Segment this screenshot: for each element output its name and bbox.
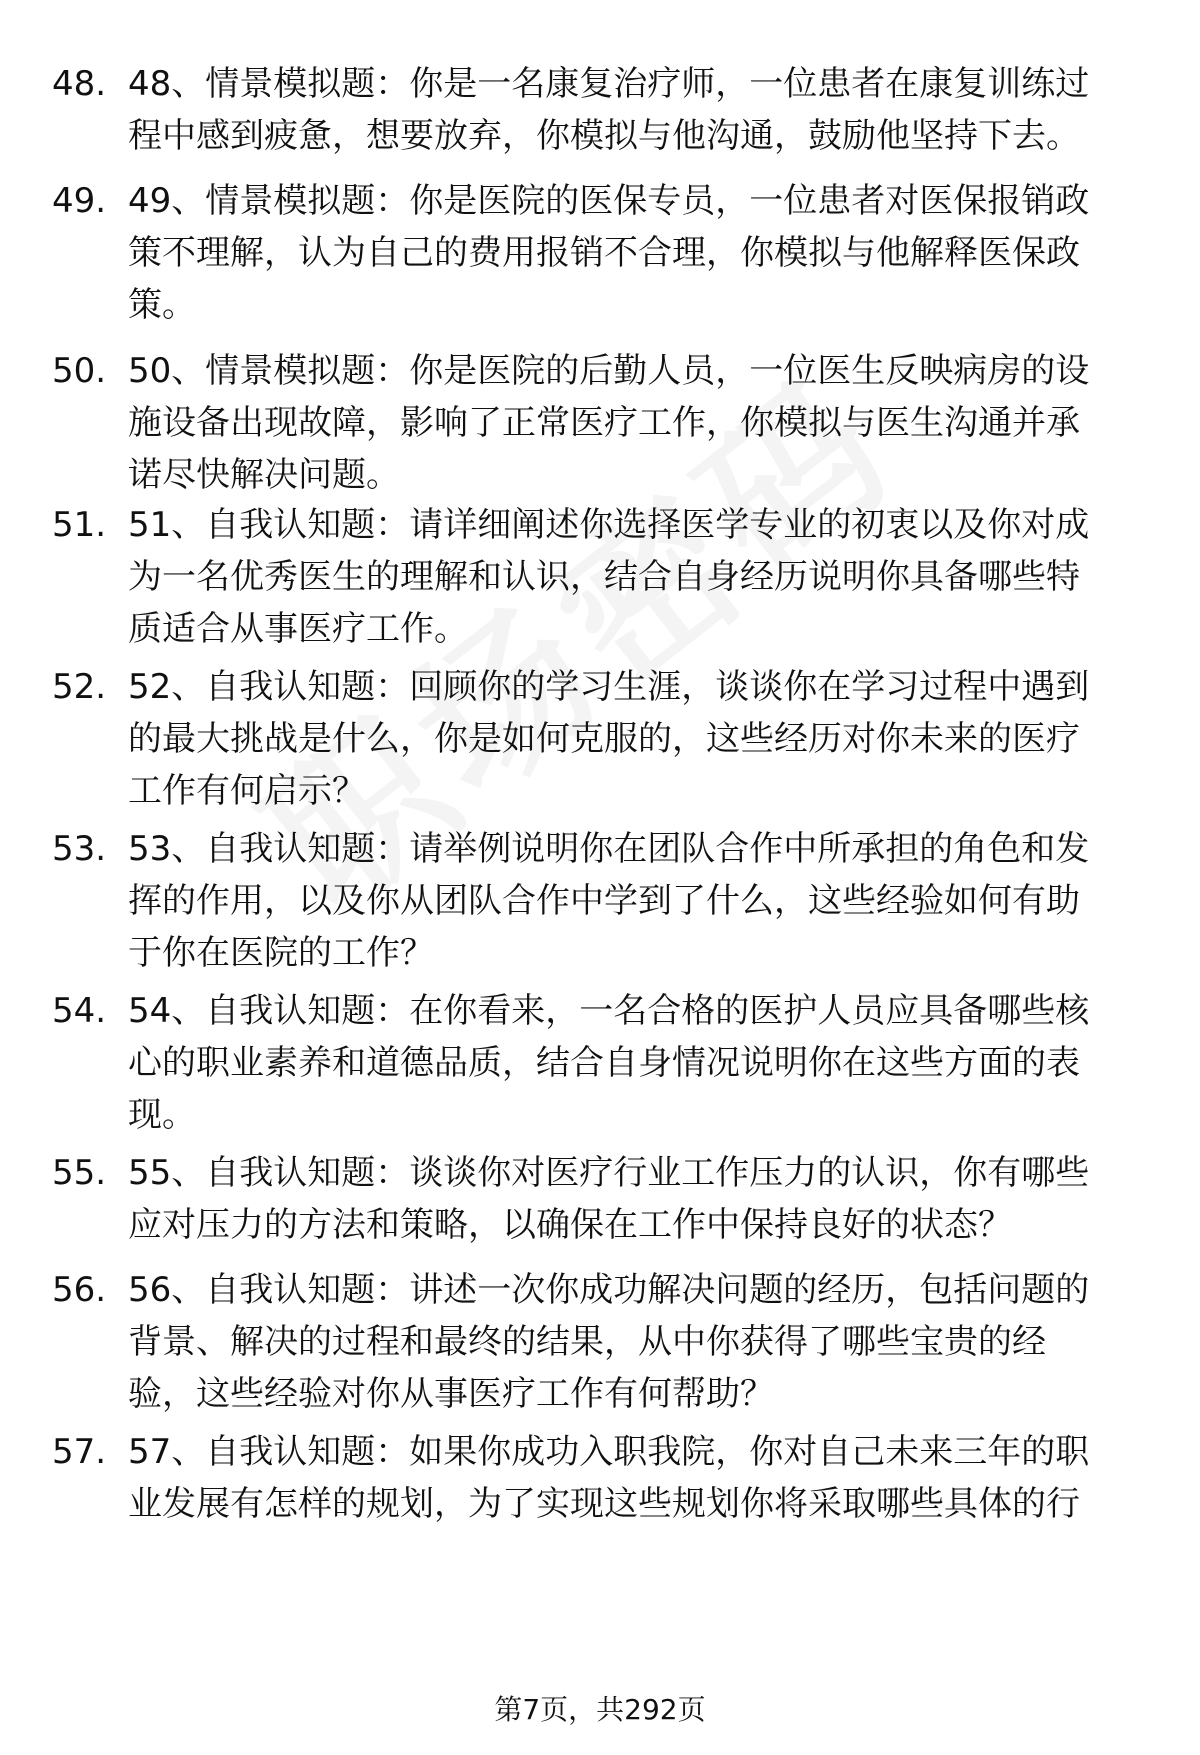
question-text-line: 策。	[128, 285, 196, 325]
question-text-line: 程中感到疲惫，想要放弃，你模拟与他沟通，鼓励他坚持下去。	[128, 116, 1080, 156]
question-text-line: 现。	[128, 1095, 196, 1135]
question-text-line: 53、自我认知题：请举例说明你在团队合作中所承担的角色和发	[128, 829, 1090, 869]
question-number: 53.	[52, 829, 107, 869]
question-number: 52.	[52, 667, 107, 707]
question-text-line: 56、自我认知题：讲述一次你成功解决问题的经历，包括问题的	[128, 1270, 1090, 1310]
question-text-line: 48、情景模拟题：你是一名康复治疗师，一位患者在康复训练过	[128, 64, 1090, 104]
page-footer: 第7页，共292页	[494, 1693, 706, 1726]
question-text-line: 背景、解决的过程和最终的结果，从中你获得了哪些宝贵的经	[128, 1322, 1046, 1362]
question-text-line: 49、情景模拟题：你是医院的医保专员，一位患者对医保报销政	[128, 181, 1090, 221]
question-number: 56.	[52, 1270, 107, 1310]
question-number: 51.	[52, 505, 107, 545]
question-text-line: 50、情景模拟题：你是医院的后勤人员，一位医生反映病房的设	[128, 351, 1090, 391]
question-text-line: 质适合从事医疗工作。	[128, 609, 468, 649]
question-number: 49.	[52, 181, 107, 221]
question-number: 48.	[52, 64, 107, 104]
question-text	[128, 1426, 1148, 1530]
question-text-line: 诺尽快解决问题。	[128, 455, 400, 495]
question-number: 57.	[52, 1432, 107, 1472]
question-text-line: 挥的作用，以及你从团队合作中学到了什么，这些经验如何有助	[128, 881, 1080, 921]
question-number: 55.	[52, 1153, 107, 1193]
question-text-line: 心的职业素养和道德品质，结合自身情况说明你在这些方面的表	[128, 1043, 1080, 1083]
question-text	[128, 1147, 1148, 1251]
question-text	[128, 58, 1148, 162]
question-text-line: 的最大挑战是什么，你是如何克服的，这些经历对你未来的医疗	[128, 719, 1080, 759]
question-text	[128, 985, 1148, 1141]
question-text-line: 业发展有怎样的规划，为了实现这些规划你将采取哪些具体的行	[128, 1484, 1080, 1524]
question-number: 50.	[52, 351, 107, 391]
question-text-line: 57、自我认知题：如果你成功入职我院，你对自己未来三年的职	[128, 1432, 1090, 1472]
question-text-line: 51、自我认知题：请详细阐述你选择医学专业的初衷以及你对成	[128, 505, 1090, 545]
question-text	[128, 175, 1148, 331]
question-text-line: 应对压力的方法和策略，以确保在工作中保持良好的状态？	[128, 1205, 1012, 1245]
question-text-line: 工作有何启示？	[128, 771, 366, 811]
question-text	[128, 1264, 1148, 1420]
question-text	[128, 661, 1148, 817]
question-text-line: 为一名优秀医生的理解和认识，结合自身经历说明你具备哪些特	[128, 557, 1080, 597]
question-text	[128, 499, 1148, 655]
question-text-line: 54、自我认知题：在你看来，一名合格的医护人员应具备哪些核	[128, 991, 1090, 1031]
question-number: 54.	[52, 991, 107, 1031]
question-text-line: 验，这些经验对你从事医疗工作有何帮助？	[128, 1374, 774, 1414]
question-text-line: 55、自我认知题：谈谈你对医疗行业工作压力的认识，你有哪些	[128, 1153, 1090, 1193]
question-text-line: 策不理解，认为自己的费用报销不合理，你模拟与他解释医保政	[128, 233, 1080, 273]
question-text-line: 52、自我认知题：回顾你的学习生涯，谈谈你在学习过程中遇到	[128, 667, 1090, 707]
question-text-line: 施设备出现故障，影响了正常医疗工作，你模拟与医生沟通并承	[128, 403, 1080, 443]
question-text	[128, 823, 1148, 979]
question-text-line: 于你在医院的工作？	[128, 933, 434, 973]
question-text	[128, 345, 1148, 501]
